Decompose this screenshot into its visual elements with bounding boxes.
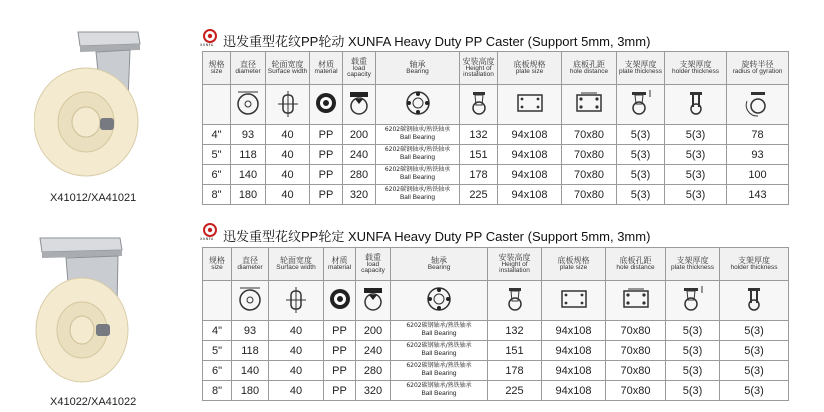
header-cell: 规格 size [203,248,232,281]
cell-material: PP [310,165,343,185]
cell-load: 200 [356,321,391,341]
header-cell: 底板规格 plate size [542,248,606,281]
cell-radius: 93 [727,145,789,165]
cell-size: 5" [203,145,231,165]
installation-height-icon [488,281,542,321]
cell-material: PP [310,145,343,165]
holder-thickness-icon [720,281,789,321]
header-cell: 安装高度 Height of installation [488,248,542,281]
table-row [203,125,789,145]
table-row [203,185,789,205]
cell-plate-thickness: 5(3) [617,185,665,205]
cell-width: 40 [269,381,324,401]
header-cell: 载重 load capacity [343,52,376,85]
cell-radius: 100 [727,165,789,185]
cell-width: 40 [269,361,324,381]
header-cell: 材质 material [310,52,343,85]
spec-table-rigid [202,247,789,401]
cell-plate: 94x108 [498,165,562,185]
cell-size: 4" [203,125,231,145]
cell-plate-thickness: 5(3) [666,381,720,401]
cell-plate-thickness: 5(3) [617,145,665,165]
blank-cell [203,85,231,125]
cell-holder-thickness: 5(3) [665,185,727,205]
header-cell: 直径 diameter [232,248,269,281]
plate-size-icon [542,281,606,321]
cell-bearing: 6202碳钢轴承/熟铁轴承 Ball Bearing [376,125,460,145]
header-cell: 支架厚度 plate thickness [666,248,720,281]
plate-thickness-icon [617,85,665,125]
cell-size: 8" [203,381,232,401]
cell-plate-thickness: 5(3) [666,361,720,381]
cell-plate-thickness: 5(3) [617,165,665,185]
spec-table-swivel [202,51,789,205]
cell-size: 4" [203,321,232,341]
cell-diameter: 118 [232,341,269,361]
radius-of-gyration-icon [727,85,789,125]
header-cell: 底板规格 plate size [498,52,562,85]
hole-distance-icon [606,281,666,321]
plate-size-icon [498,85,562,125]
load-capacity-icon [356,281,391,321]
cell-bearing: 6202碳钢轴承/熟铁轴承 Ball Bearing [391,361,488,381]
cell-diameter: 118 [231,145,266,165]
cell-plate: 94x108 [542,321,606,341]
cell-height: 178 [460,165,498,185]
plate-thickness-icon [666,281,720,321]
table-row [203,381,789,401]
cell-bearing: 6202碳钢轴承/熟铁轴承 Ball Bearing [391,321,488,341]
hole-distance-icon [562,85,617,125]
table-row [203,361,789,381]
swivel-caster-image [34,30,154,184]
header-cell: 旋转半径 radius of gyration [727,52,789,85]
holder-thickness-icon [665,85,727,125]
rigid-caster-image [34,236,149,390]
brand-logo-text: XUNFA [200,237,214,241]
cell-bearing: 6202碳钢轴承/熟铁轴承 Ball Bearing [376,145,460,165]
installation-height-icon [460,85,498,125]
brand-logo-text: XUNFA [200,43,214,47]
wheel-diameter-icon [232,281,269,321]
cell-hole: 70x80 [606,361,666,381]
cell-radius: 143 [727,185,789,205]
header-cell: 支架厚度 holder thickness [665,52,727,85]
surface-width-icon [269,281,324,321]
header-cell: 材质 material [324,248,356,281]
cell-bearing: 6202碳钢轴承/熟铁轴承 Ball Bearing [376,165,460,185]
cell-diameter: 93 [232,321,269,341]
cell-bearing: 6202碳钢轴承/熟铁轴承 Ball Bearing [376,185,460,205]
cell-load: 240 [343,145,376,165]
material-icon [324,281,356,321]
cell-plate-thickness: 5(3) [666,321,720,341]
cell-material: PP [310,185,343,205]
cell-hole: 70x80 [562,145,617,165]
header-cell: 支架厚度 plate thickness [617,52,665,85]
material-icon [310,85,343,125]
cell-height: 132 [488,321,542,341]
cell-plate: 94x108 [542,381,606,401]
cell-load: 320 [356,381,391,401]
blank-cell [203,281,232,321]
section-title: 迅发重型花纹PP轮动 XUNFA Heavy Duty PP Caster (Support 5mm, 3mm) [223,34,651,49]
cell-width: 40 [269,341,324,361]
cell-hole: 70x80 [562,165,617,185]
header-cell: 载重 load capacity [356,248,391,281]
header-row [203,248,789,281]
table-row [203,321,789,341]
cell-height: 178 [488,361,542,381]
cell-plate: 94x108 [498,185,562,205]
header-cell: 规格 size [203,52,231,85]
cell-plate: 94x108 [542,341,606,361]
header-cell: 底板孔距 hole distance [606,248,666,281]
cell-width: 40 [266,185,310,205]
cell-plate: 94x108 [542,361,606,381]
cell-size: 6" [203,165,231,185]
cell-hole: 70x80 [562,185,617,205]
cell-hole: 70x80 [606,381,666,401]
header-cell: 轴承 Bearing [391,248,488,281]
cell-diameter: 180 [232,381,269,401]
cell-diameter: 180 [231,185,266,205]
cell-plate: 94x108 [498,145,562,165]
cell-material: PP [324,341,356,361]
cell-radius: 78 [727,125,789,145]
table-row [203,145,789,165]
header-cell: 支架厚度 holder thickness [720,248,789,281]
cell-size: 6" [203,361,232,381]
header-cell: 轮面宽度 Surface width [269,248,324,281]
surface-width-icon [266,85,310,125]
cell-bearing: 6202碳钢轴承/熟铁轴承 Ball Bearing [391,341,488,361]
icon-row [203,281,789,321]
header-cell: 底板孔距 hole distance [562,52,617,85]
cell-height: 225 [488,381,542,401]
cell-load: 280 [343,165,376,185]
icon-row [203,85,789,125]
header-cell: 安装高度 Height of installation [460,52,498,85]
cell-load: 320 [343,185,376,205]
cell-diameter: 140 [231,165,266,185]
table-row [203,165,789,185]
wheel-diameter-icon [231,85,266,125]
cell-holder-thickness: 5(3) [720,321,789,341]
cell-plate: 94x108 [498,125,562,145]
cell-holder-thickness: 5(3) [720,381,789,401]
cell-load: 280 [356,361,391,381]
cell-material: PP [310,125,343,145]
cell-height: 151 [488,341,542,361]
bearing-icon [376,85,460,125]
header-cell: 直径 diameter [231,52,266,85]
cell-holder-thickness: 5(3) [720,361,789,381]
cell-diameter: 140 [232,361,269,381]
product-code: X41022/XA41022 [50,396,137,408]
header-cell: 轴承 Bearing [376,52,460,85]
cell-height: 151 [460,145,498,165]
cell-width: 40 [266,125,310,145]
cell-diameter: 93 [231,125,266,145]
header-cell: 轮面宽度 Surface width [266,52,310,85]
cell-width: 40 [266,145,310,165]
bearing-icon [391,281,488,321]
cell-hole: 70x80 [606,341,666,361]
cell-bearing: 6202碳钢轴承/熟铁轴承 Ball Bearing [391,381,488,401]
cell-height: 132 [460,125,498,145]
cell-load: 240 [356,341,391,361]
cell-material: PP [324,321,356,341]
cell-height: 225 [460,185,498,205]
load-capacity-icon [343,85,376,125]
cell-holder-thickness: 5(3) [665,165,727,185]
product-code: X41012/XA41021 [50,192,137,204]
cell-width: 40 [269,321,324,341]
cell-size: 8" [203,185,231,205]
cell-holder-thickness: 5(3) [665,125,727,145]
cell-hole: 70x80 [562,125,617,145]
cell-material: PP [324,381,356,401]
cell-load: 200 [343,125,376,145]
section-title: 迅发重型花纹PP轮定 XUNFA Heavy Duty PP Caster (Support 5mm, 3mm) [223,229,651,244]
cell-hole: 70x80 [606,321,666,341]
cell-width: 40 [266,165,310,185]
cell-holder-thickness: 5(3) [665,145,727,165]
cell-plate-thickness: 5(3) [617,125,665,145]
cell-holder-thickness: 5(3) [720,341,789,361]
cell-size: 5" [203,341,232,361]
cell-material: PP [324,361,356,381]
table-row [203,341,789,361]
cell-plate-thickness: 5(3) [666,341,720,361]
header-row [203,52,789,85]
